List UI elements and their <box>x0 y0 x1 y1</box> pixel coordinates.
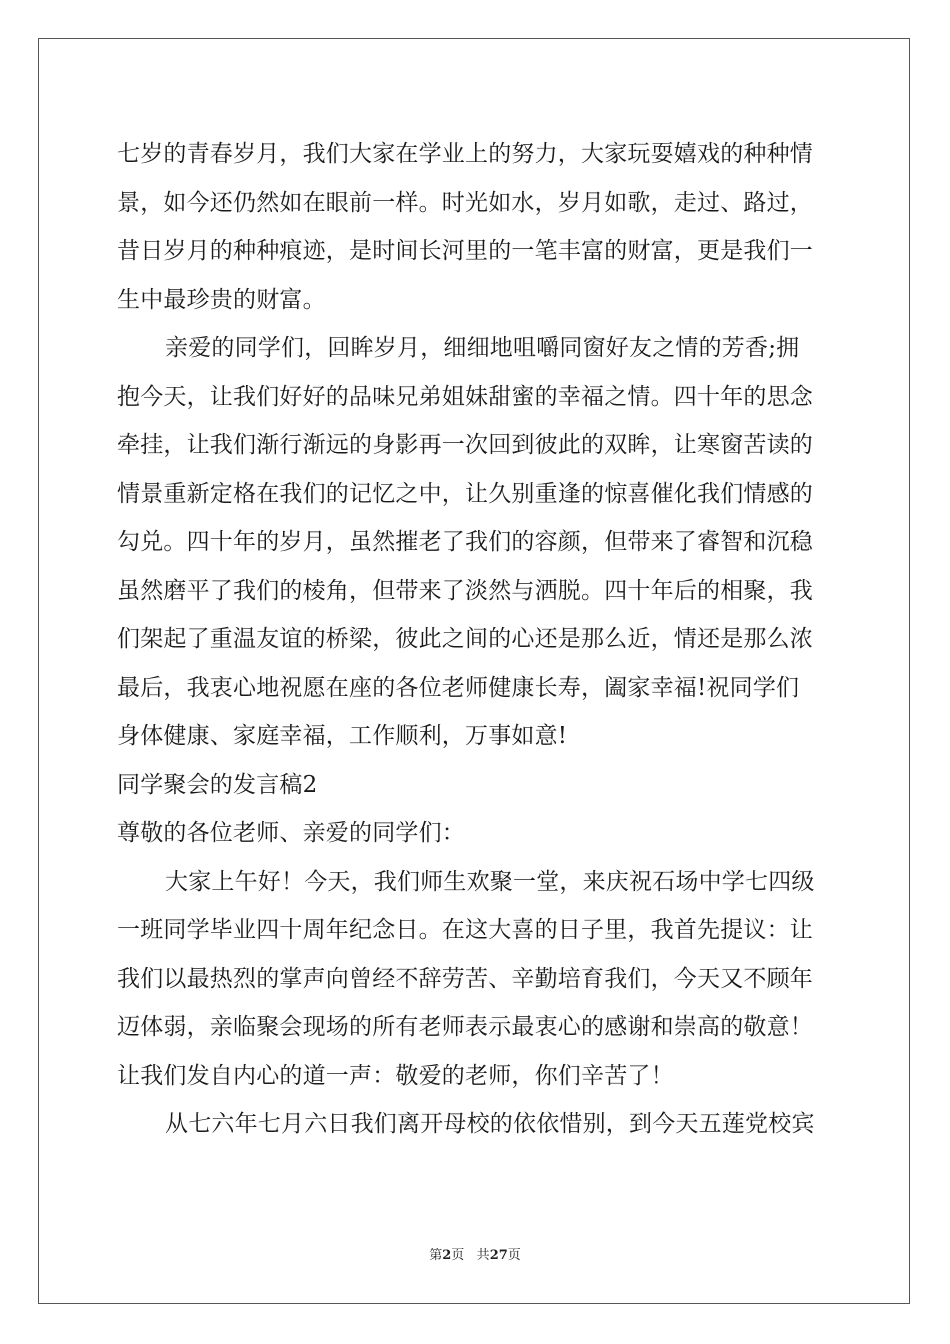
text-line: 情景重新定格在我们的记忆之中，让久别重逢的惊喜催化我们情感的 <box>117 480 813 507</box>
text-line: 一班同学毕业四十周年纪念日。在这大喜的日子里，我首先提议：让 <box>117 917 813 943</box>
text-line: 牵挂，让我们渐行渐远的身影再一次回到彼此的双眸，让寒窗苦读的 <box>117 432 813 458</box>
text-line: 昔日岁月的种种痕迹，是时间长河里的一笔丰富的财富，更是我们一 <box>117 238 813 264</box>
footer-total-suffix: 页 <box>507 1248 521 1263</box>
text-line: 最后，我衷心地祝愿在座的各位老师健康长寿，阖家幸福!祝同学们 <box>117 674 800 701</box>
text-line: 勾兑。四十年的岁月，虽然摧老了我们的容颜，但带来了睿智和沉稳 <box>117 529 813 555</box>
text-line: 让我们发自内心的道一声：敬爱的老师，你们辛苦了！ <box>117 1062 674 1089</box>
text-line: 七岁的青春岁月，我们大家在学业上的努力，大家玩耍嬉戏的种种情 <box>117 141 813 167</box>
text-line: 们架起了重温友谊的桥梁，彼此之间的心还是那么近，情还是那么浓 <box>117 626 813 652</box>
text-line: 大家上午好！今天，我们师生欢聚一堂，来庆祝石场中学七四级 <box>165 868 815 895</box>
footer-total-pages: 27 <box>489 1248 508 1263</box>
text-line: 我们以最热烈的掌声向曾经不辞劳苦、辛勤培育我们，今天又不顾年 <box>117 965 813 992</box>
document-body <box>117 130 833 1149</box>
text-line: 从七六年七月六日我们离开母校的依依惜别，到今天五莲党校宾 <box>165 1111 815 1137</box>
text-line: 尊敬的各位老师、亲爱的同学们： <box>117 820 465 846</box>
text-line: 亲爱的同学们，回眸岁月，细细地咀嚼同窗好友之情的芳香;拥 <box>165 335 800 361</box>
text-line: 虽然磨平了我们的棱角，但带来了淡然与洒脱。四十年后的相聚，我 <box>117 577 813 604</box>
text-line: 身体健康、家庭幸福，工作顺利，万事如意! <box>117 723 568 749</box>
page-footer <box>0 1246 950 1266</box>
text-line: 同学聚会的发言稿2 <box>117 771 318 798</box>
footer-page-number: 2 <box>442 1248 452 1263</box>
footer-total-prefix: 共 <box>476 1248 490 1263</box>
footer-page-suffix: 页 <box>451 1248 465 1263</box>
text-line: 迈体弱，亲临聚会现场的所有老师表示最衷心的感谢和崇高的敬意！ <box>117 1014 813 1040</box>
text-line: 生中最珍贵的财富。 <box>117 286 326 313</box>
footer-prefix: 第 <box>429 1248 443 1263</box>
text-line: 景，如今还仍然如在眼前一样。时光如水，岁月如歌，走过、路过， <box>117 189 813 216</box>
text-line: 抱今天，让我们好好的品味兄弟姐妹甜蜜的幸福之情。四十年的思念 <box>117 383 813 410</box>
